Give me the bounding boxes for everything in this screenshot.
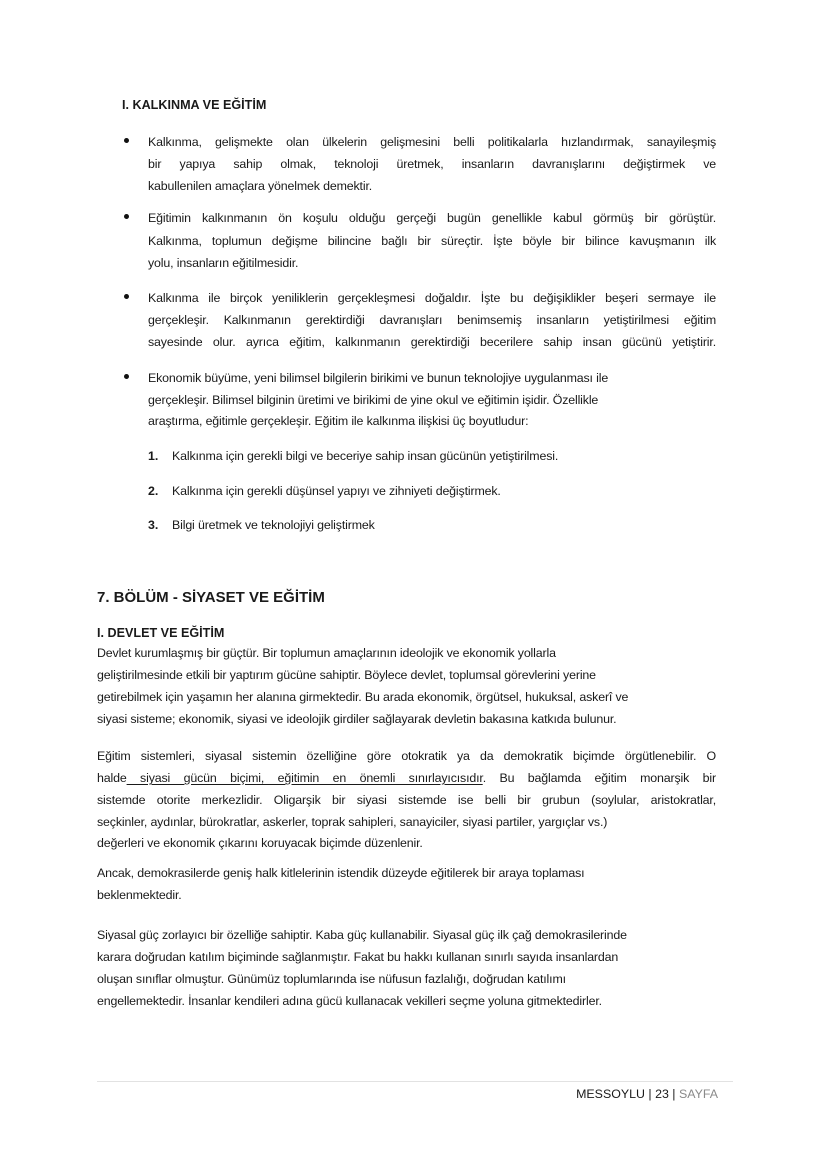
text-line: araştırma, eğitimle gerçekleşir. Eğitim ile kalkınma ilişkisi üç boyutludur:: [148, 414, 529, 428]
item-text: Bilgi üretmek ve teknolojiyi geliştirmek: [172, 518, 375, 532]
bullet-icon: [124, 138, 129, 143]
text-line: Ancak, demokrasilerde geniş halk kitlelerinin istendik düzeyde eğitilerek bir araya toplaması: [97, 866, 585, 880]
text-line: kabullenilen amaçlara yönelmek demektir.: [148, 179, 373, 193]
text-line: Eğitimin kalkınmanın ön koşulu olduğu gerçeği bugün genellikle kabul görmüş bir görüştür.: [148, 211, 716, 225]
item-text: Kalkınma için gerekli bilgi ve beceriye sahip insan gücünün yetiştirilmesi.: [172, 449, 559, 463]
footer-separator: |: [644, 1087, 656, 1101]
page-footer: [576, 1087, 718, 1101]
item-number: 3.: [148, 518, 159, 532]
text-line: Eğitim sistemleri, siyasal sistemin özelliğine göre otokratik ya da demokratik biçimde örgütlenebilir. O: [97, 749, 716, 763]
text-line: oluşan sınıflar olmuştur. Günümüz toplumlarında ise nüfusun fazlalığı, doğrudan katılımı: [97, 972, 566, 986]
page-label: SAYFA: [678, 1087, 718, 1101]
chapter-title: 7. BÖLÜM - SİYASET VE EĞİTİM: [97, 589, 325, 606]
text-line: karara doğrudan katılım biçiminde sağlanmıştır. Fakat bu hakkı kullanan sınırlı sayıda insanlardan: [97, 950, 619, 964]
footer-divider: [97, 1081, 733, 1082]
text-line: Devlet kurumlaşmış bir güçtür. Bir toplumun amaçlarının ideolojik ve ekonomik yollarla: [97, 646, 556, 660]
text-line: Kalkınma ile birçok yeniliklerin gerçekleşmesi doğaldır. İşte bu değişiklikler beşeri sermaye ile: [148, 291, 716, 305]
text-line: Siyasal güç zorlayıcı bir özelliğe sahiptir. Kaba güç kullanabilir. Siyasal güç ilk çağ demokrasilerinde: [97, 928, 627, 942]
text-line: getirebilmek için yaşamın her alanına girmektedir. Bu arada ekonomik, örgütsel, hukuksal, askerî ve: [97, 690, 629, 704]
text-line: sistemde otorite merkezlidir. Oligarşik bir siyasi sistemde ise belli bir grubun (soylular, aristokratlar,: [97, 793, 716, 807]
subheading-devlet: I. DEVLET VE EĞİTİM: [97, 626, 225, 640]
text-line: Kalkınma, toplumun değişme bilincine bağlı bir süreçtir. İşte böyle bir bilince kavuşmanın ilk: [148, 234, 716, 248]
item-number: 1.: [148, 449, 159, 463]
text-line: geliştirilmesinde etkili bir yaptırım gücüne sahiptir. Böylece devlet, toplumsal görevlerini yerine: [97, 668, 596, 682]
page-number: 23: [655, 1087, 669, 1101]
text-line: [97, 770, 716, 786]
text-line: yolu, insanların eğitilmesidir.: [148, 256, 299, 270]
footer-author: MESSOYLU: [576, 1087, 645, 1101]
text-line: sayesinde olur. ayrıca eğitim, kalkınmanın gerektirdiği becerilere sahip insan gücünü yetiştirir.: [148, 335, 716, 349]
text-line: Ekonomik büyüme, yeni bilimsel bilgilerin birikimi ve bunun teknolojiye uygulanması ile: [148, 371, 609, 385]
bullet-icon: [124, 294, 129, 299]
bullet-icon: [124, 214, 129, 219]
text-line: engellemektedir. İnsanlar kendileri adına gücü kullanacak vekilleri seçme yoluna gitmektedirler.: [97, 994, 602, 1008]
footer-separator: |: [668, 1087, 679, 1101]
text-line: seçkinler, aydınlar, bürokratlar, askerler, toprak sahipleri, sanayiciler, siyasi partiler, yargıçlar vs.): [97, 815, 608, 829]
text-line: bir yapıya sahip olmak, teknoloji üretmek, insanların davranışlarını değiştirmek ve: [148, 157, 716, 171]
text-line: beklenmektedir.: [97, 888, 182, 902]
text-line: gerçekleşir. Kalkınmanın gerektirdiği davranışları benimsemiş insanların yetiştirilmesi eğitim: [148, 313, 716, 327]
underlined-text: siyasi gücün biçimi, eğitimin en önemli sınırlayıcısıdır: [126, 771, 483, 785]
section-heading-kalkinma: I. KALKINMA VE EĞİTİM: [122, 98, 267, 112]
text-line: değerleri ve ekonomik çıkarını koruyacak biçimde düzenlenir.: [97, 836, 423, 850]
item-number: 2.: [148, 484, 159, 498]
text-span: halde: [97, 771, 127, 785]
text-line: gerçekleşir. Bilimsel bilginin üretimi ve birikimi de yine okul ve eğitimin işidir. Özellikle: [148, 393, 599, 407]
item-text: Kalkınma için gerekli düşünsel yapıyı ve zihniyeti değiştirmek.: [172, 484, 501, 498]
text-span: . Bu bağlamda eğitim monarşik bir: [482, 771, 717, 785]
text-line: siyasi sisteme; ekonomik, siyasi ve ideolojik girdiler sağlayarak devletin bakasına katkıda bulunur.: [97, 712, 617, 726]
text-line: Kalkınma, gelişmekte olan ülkelerin gelişmesini belli politikalarla hızlandırmak, sanayileşmiş: [148, 135, 716, 149]
bullet-icon: [124, 374, 129, 379]
